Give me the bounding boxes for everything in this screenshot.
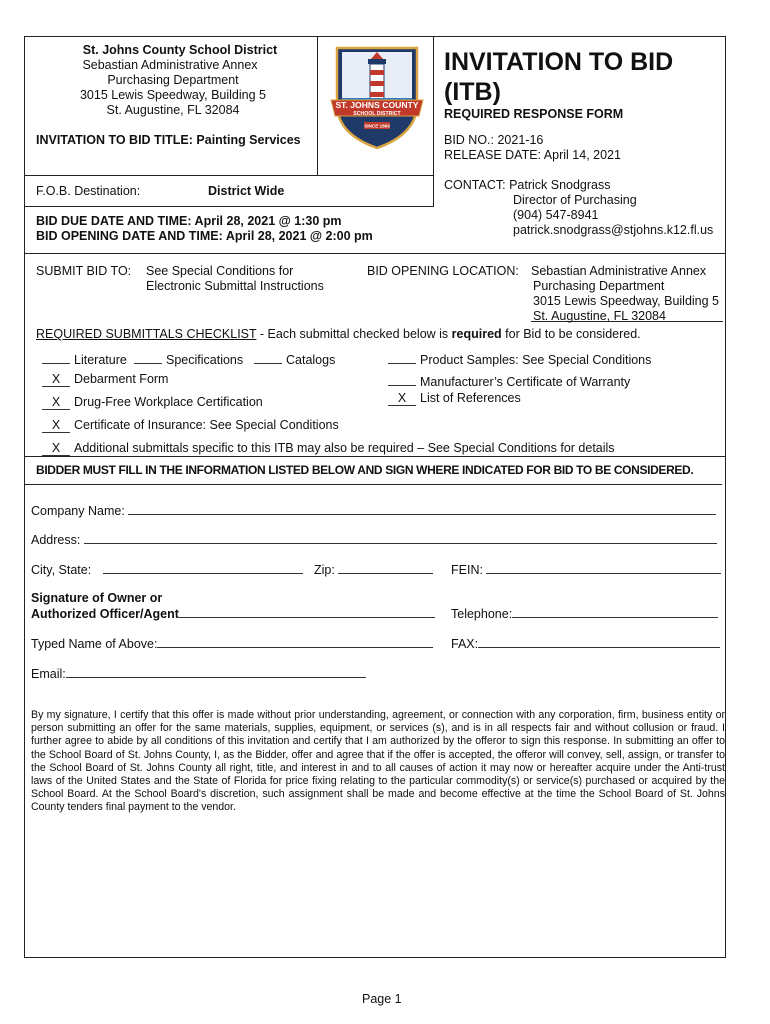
- check-specifications[interactable]: [134, 350, 243, 368]
- itb-title: INVITATION TO BID TITLE: Painting Services: [36, 133, 301, 147]
- email-field[interactable]: [31, 666, 366, 682]
- opening-line2: Purchasing Department: [533, 279, 665, 293]
- checklist-heading: [36, 327, 641, 342]
- label-samples: Product Samples: See Special Conditions: [420, 353, 652, 367]
- label-additional: Additional submittals specific to this ITB may also be required – See Special Conditions for details: [74, 441, 615, 455]
- fein-input[interactable]: [486, 562, 721, 574]
- zip-field[interactable]: [314, 562, 433, 578]
- zip-label: Zip:: [314, 563, 335, 577]
- checkbox-insurance[interactable]: X: [42, 419, 70, 433]
- fob-value: District Wide: [208, 184, 285, 198]
- company-name-label: Company Name:: [31, 504, 125, 518]
- check-additional[interactable]: [42, 441, 615, 456]
- checklist-intro-b: required: [451, 327, 502, 341]
- zip-input[interactable]: [338, 562, 433, 574]
- checkbox-references[interactable]: X: [388, 392, 416, 406]
- label-catalogs: Catalogs: [286, 353, 336, 367]
- contact-name: Patrick Snodgrass: [509, 178, 611, 192]
- checklist-title: REQUIRED SUBMITTALS CHECKLIST: [36, 327, 257, 341]
- check-drugfree[interactable]: [42, 395, 263, 410]
- check-samples[interactable]: [388, 350, 651, 368]
- opening-line4: St. Augustine, FL 32084: [533, 309, 666, 323]
- certification-paragraph: By my signature, I certify that this offer is made without prior understanding, agreement, or connection with any corporation, firm, business entity or person submitting an offer for the same materials, supplies, equipment, or services (s), and is in all respects fair and without collusion or fraud. I further agree to abide by all conditions of this invitation and certify that I am authorized by the offeror to sign this response. In submitting an offer to the School Board of St. Johns County, I, as the Bidder, offer and agree that if the offer is accepted, the offeror will convey, sell, assign, or transfer to the School Board of St. Johns County all right, title, and interest in and to all causes of action it may now or hereafter acquire under the Anti-trust laws of the United States and the State of Florida for price fixing relating to the particular commodity(s) or service(s) purchased or acquired by the School Board. At the School Board's discretion, such assignment shall be made and become effective at the time the School Board of St. Johns County tenders final payment to the vendor.: [31, 709, 725, 814]
- district-city: St. Augustine, FL 32084: [106, 103, 240, 117]
- city-state-label: City, State:: [31, 563, 92, 577]
- checkbox-literature[interactable]: [42, 350, 70, 364]
- address-label: Address:: [31, 533, 81, 547]
- bid-due-date: BID DUE DATE AND TIME: April 28, 2021 @ 1:30 pm: [36, 214, 342, 228]
- fob-rule: [25, 206, 434, 207]
- address-field[interactable]: [31, 532, 717, 548]
- header-bottom-rule: [25, 175, 434, 176]
- signature-input[interactable]: [179, 606, 435, 618]
- label-literature: Literature: [74, 353, 127, 367]
- fax-label: FAX:: [451, 637, 479, 651]
- company-name-field[interactable]: [31, 503, 716, 519]
- bidder-instruction: BIDDER MUST FILL IN THE INFORMATION LISTED BELOW AND SIGN WHERE INDICATED FOR BID TO BE CONSIDERED.: [36, 463, 694, 477]
- header-divider-right: [433, 37, 434, 175]
- instruction-top-rule: [25, 456, 726, 457]
- label-warranty: Manufacturer’s Certificate of Warranty: [420, 375, 631, 389]
- check-insurance[interactable]: [42, 418, 339, 433]
- checkbox-specifications[interactable]: [134, 350, 162, 364]
- district-name: St. Johns County School District: [82, 43, 278, 57]
- checkbox-debarment[interactable]: X: [42, 373, 70, 387]
- checklist-intro-c: for Bid to be considered.: [501, 327, 641, 341]
- check-debarment[interactable]: [42, 372, 168, 387]
- bid-opening-date: BID OPENING DATE AND TIME: April 28, 2021 @ 2:00 pm: [36, 229, 373, 243]
- form-subtitle: REQUIRED RESPONSE FORM: [444, 107, 624, 121]
- contact-label: [444, 178, 611, 193]
- opening-label: BID OPENING LOCATION:: [367, 264, 519, 278]
- opening-line1: Sebastian Administrative Annex: [531, 264, 707, 278]
- release-date: RELEASE DATE: April 14, 2021: [444, 148, 621, 162]
- signature-label-line1: Signature of Owner or: [31, 591, 163, 605]
- lighthouse-shield-icon: [327, 42, 427, 152]
- telephone-input[interactable]: [512, 606, 718, 618]
- label-references: List of References: [420, 391, 521, 405]
- fein-label: FEIN:: [451, 563, 483, 577]
- header-divider-left: [317, 37, 318, 175]
- label-debarment: Debarment Form: [74, 372, 169, 386]
- district-logo: [327, 42, 427, 152]
- company-name-input[interactable]: [128, 503, 716, 515]
- bid-number: BID NO.: 2021-16: [444, 133, 544, 147]
- check-warranty[interactable]: [388, 372, 630, 390]
- checkbox-samples[interactable]: [388, 350, 416, 364]
- typed-name-label: Typed Name of Above:: [31, 637, 158, 651]
- label-drugfree: Drug-Free Workplace Certification: [74, 395, 263, 409]
- label-insurance: Certificate of Insurance: See Special Conditions: [74, 418, 339, 432]
- checklist-intro-a: - Each submittal checked below is: [256, 327, 452, 341]
- signature-label-line2: Authorized Officer/Agent: [31, 607, 179, 621]
- district-annex: Sebastian Administrative Annex: [82, 58, 258, 72]
- checkbox-drugfree[interactable]: X: [42, 396, 70, 410]
- instruction-bottom-rule: [25, 484, 722, 485]
- submit-line1: See Special Conditions for: [146, 264, 294, 278]
- telephone-field[interactable]: [451, 606, 718, 622]
- contact-phone: (904) 547-8941: [513, 208, 599, 222]
- fob-label: F.O.B. Destination:: [36, 184, 141, 198]
- page-title-line2: (ITB): [444, 78, 501, 106]
- contact-label-text: CONTACT:: [444, 178, 506, 192]
- fax-field[interactable]: [451, 636, 720, 652]
- district-dept: Purchasing Department: [107, 73, 239, 87]
- check-catalogs[interactable]: [254, 350, 335, 368]
- logo-text-county: ST. JOHNS COUNTY: [335, 100, 419, 110]
- city-state-input[interactable]: [103, 562, 303, 574]
- contact-divider: [433, 175, 434, 207]
- telephone-label: Telephone:: [451, 607, 513, 621]
- check-literature[interactable]: [42, 350, 127, 368]
- signature-field[interactable]: [31, 606, 435, 622]
- city-state-field[interactable]: [31, 562, 303, 578]
- label-specifications: Specifications: [166, 353, 244, 367]
- page-title-line1: INVITATION TO BID: [444, 48, 674, 76]
- submit-line2: Electronic Submittal Instructions: [146, 279, 324, 293]
- contact-title: Director of Purchasing: [513, 193, 637, 207]
- contact-email[interactable]: patrick.snodgrass@stjohns.k12.fl.us: [513, 223, 714, 237]
- check-references[interactable]: [388, 391, 521, 406]
- checkbox-warranty[interactable]: [388, 372, 416, 386]
- email-input[interactable]: [66, 666, 366, 678]
- page-number: Page 1: [362, 992, 402, 1006]
- typed-name-input[interactable]: [157, 636, 433, 648]
- fein-field[interactable]: [451, 562, 721, 578]
- logo-text-since: SINCE 1869: [364, 123, 390, 129]
- opening-line3: 3015 Lewis Speedway, Building 5: [533, 294, 720, 308]
- fax-input[interactable]: [478, 636, 720, 648]
- logo-text-district: SCHOOL DISTRICT: [353, 111, 401, 117]
- due-rule: [25, 253, 726, 254]
- address-input[interactable]: [84, 532, 717, 544]
- district-street: 3015 Lewis Speedway, Building 5: [79, 88, 266, 102]
- checkbox-additional[interactable]: X: [42, 442, 70, 456]
- checkbox-catalogs[interactable]: [254, 350, 282, 364]
- typed-name-field[interactable]: [31, 636, 433, 652]
- submit-label: SUBMIT BID TO:: [36, 264, 132, 278]
- email-label: Email:: [31, 667, 66, 681]
